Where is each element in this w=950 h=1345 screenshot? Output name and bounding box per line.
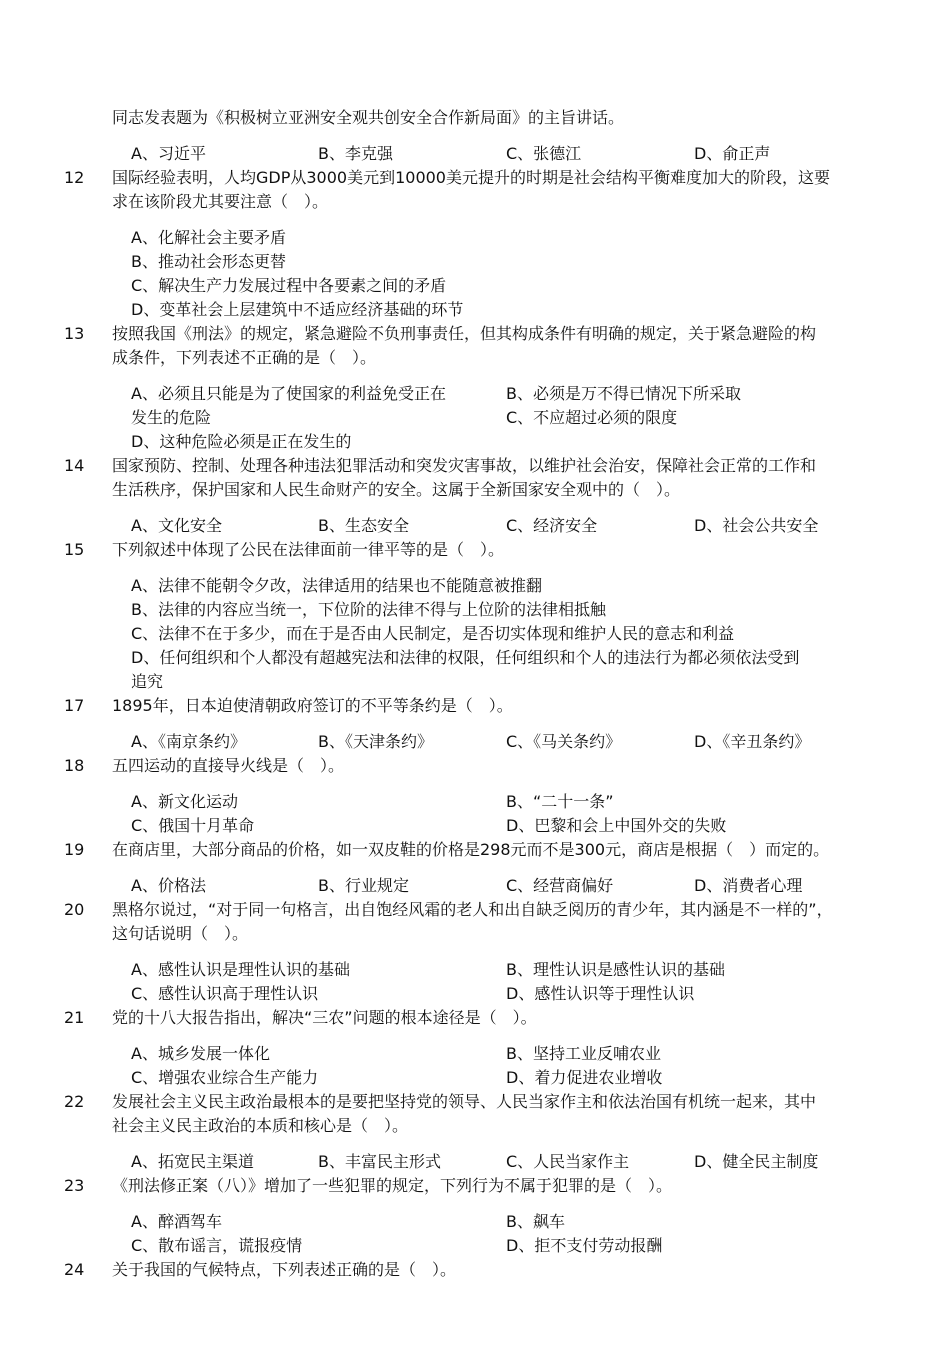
q11-option-b: B、李克强 [318, 144, 393, 163]
q13-option-a: A、必须且只能是为了使国家的利益免受正在 [131, 384, 446, 403]
q17-option-b: B、《天津条约》 [318, 732, 433, 751]
q18-option-b: B、“二十一条” [506, 792, 614, 811]
q23-option-d: D、拒不支付劳动报酬 [506, 1236, 663, 1255]
q15-option-c: C、法律不在于多少，而在于是否由人民制定，是否切实体现和维护人民的意志和利益 [131, 624, 735, 643]
q19-option-d: D、消费者心理 [694, 876, 803, 895]
q13-option-d: D、这种危险必须是正在发生的 [131, 432, 352, 451]
question-17-stem: 1895年，日本迫使清朝政府签订的不平等条约是（ ）。 [112, 696, 513, 715]
q15-option-b: B、法律的内容应当统一，下位阶的法律不得与上位阶的法律相抵触 [131, 600, 606, 619]
q18-option-a: A、新文化运动 [131, 792, 238, 811]
q20-option-a: A、感性认识是理性认识的基础 [131, 960, 350, 979]
q19-option-a: A、价格法 [131, 876, 206, 895]
question-22-stem-line1: 发展社会主义民主政治最根本的是要把坚持党的领导、人民当家作主和依法治国有机统一起来，其中 [112, 1092, 817, 1111]
q12-option-d: D、变革社会上层建筑中不适应经济基础的环节 [131, 300, 464, 319]
q22-option-b: B、丰富民主形式 [318, 1152, 441, 1171]
q23-option-c: C、散布谣言，谎报疫情 [131, 1236, 303, 1255]
q18-option-c: C、俄国十月革命 [131, 816, 255, 835]
question-12-stem-line2: 求在该阶段尤其要注意（ ）。 [112, 192, 329, 211]
q21-option-b: B、坚持工业反哺农业 [506, 1044, 661, 1063]
question-number: 17 [64, 696, 85, 715]
question-19-stem: 在商店里，大部分商品的价格，如一双皮鞋的价格是298元而不是300元，商店是根据（ ）而定的。 [112, 840, 830, 859]
question-14-stem-line2: 生活秩序，保护国家和人民生命财产的安全。这属于全新国家安全观中的（ ）。 [112, 480, 681, 499]
q22-option-c: C、人民当家作主 [506, 1152, 630, 1171]
question-number: 23 [64, 1176, 85, 1195]
question-20-stem-line1: 黑格尔说过，“对于同一句格言，出自饱经风霜的老人和出自缺乏阅历的青少年，其内涵是不一样的”， [112, 900, 833, 919]
q12-option-a: A、化解社会主要矛盾 [131, 228, 286, 247]
question-number: 24 [64, 1260, 85, 1279]
q11-option-a: A、习近平 [131, 144, 206, 163]
q22-option-a: A、拓宽民主渠道 [131, 1152, 254, 1171]
q21-option-c: C、增强农业综合生产能力 [131, 1068, 319, 1087]
question-20-stem-line2: 这句话说明（ ）。 [112, 924, 249, 943]
question-23-stem: 《刑法修正案（八）》增加了一些犯罪的规定，下列行为不属于犯罪的是（ ）。 [112, 1176, 673, 1195]
question-number: 14 [64, 456, 85, 475]
q15-option-a: A、法律不能朝令夕改，法律适用的结果也不能随意被推翻 [131, 576, 542, 595]
q19-option-c: C、经营商偏好 [506, 876, 614, 895]
q21-option-a: A、城乡发展一体化 [131, 1044, 270, 1063]
q12-option-b: B、推动社会形态更替 [131, 252, 286, 271]
q12-option-c: C、解决生产力发展过程中各要素之间的矛盾 [131, 276, 447, 295]
question-number: 15 [64, 540, 85, 559]
q20-option-d: D、感性认识等于理性认识 [506, 984, 695, 1003]
question-13-stem-line1: 按照我国《刑法》的规定，紧急避险不负刑事责任，但其构成条件有明确的规定，关于紧急避险的构 [112, 324, 817, 343]
q20-option-c: C、感性认识高于理性认识 [131, 984, 319, 1003]
question-number: 22 [64, 1092, 85, 1111]
question-12-stem-line1: 国际经验表明，人均GDP从3000美元到10000美元提升的时期是社会结构平衡难度加大的阶段，这要 [112, 168, 830, 187]
question-number: 21 [64, 1008, 85, 1027]
q13-option-c: C、不应超过必须的限度 [506, 408, 678, 427]
q11-option-c: C、张德江 [506, 144, 582, 163]
q11-option-d: D、俞正声 [694, 144, 771, 163]
question-number: 19 [64, 840, 85, 859]
question-number: 12 [64, 168, 85, 187]
question-14-stem-line1: 国家预防、控制、处理各种违法犯罪活动和突发灾害事故，以维护社会治安，保障社会正常的工作和 [112, 456, 817, 475]
question-21-stem: 党的十八大报告指出，解决“三农”问题的根本途径是（ ）。 [112, 1008, 537, 1027]
q14-option-d: D、社会公共安全 [694, 516, 819, 535]
q17-option-a: A、《南京条约》 [131, 732, 246, 751]
q14-option-c: C、经济安全 [506, 516, 598, 535]
q18-option-d: D、巴黎和会上中国外交的失败 [506, 816, 727, 835]
q17-option-d: D、《辛丑条约》 [694, 732, 811, 751]
q14-option-a: A、文化安全 [131, 516, 222, 535]
q19-option-b: B、行业规定 [318, 876, 409, 895]
question-24-stem: 关于我国的气候特点，下列表述正确的是（ ）。 [112, 1260, 457, 1279]
question-22-stem-line2: 社会主义民主政治的本质和核心是（ ）。 [112, 1116, 409, 1135]
q21-option-d: D、着力促进农业增收 [506, 1068, 663, 1087]
q15-option-d-cont: 追究 [131, 672, 164, 691]
q17-option-c: C、《马关条约》 [506, 732, 622, 751]
question-number: 13 [64, 324, 85, 343]
question-11-stem-end: 同志发表题为《积极树立亚洲安全观共创安全合作新局面》的主旨讲话。 [112, 108, 625, 127]
q15-option-d: D、任何组织和个人都没有超越宪法和法律的权限，任何组织和个人的违法行为都必须依法受到 [131, 648, 800, 667]
q23-option-b: B、飙车 [506, 1212, 565, 1231]
question-15-stem: 下列叙述中体现了公民在法律面前一律平等的是（ ）。 [112, 540, 505, 559]
question-number: 20 [64, 900, 85, 919]
q22-option-d: D、健全民主制度 [694, 1152, 819, 1171]
q20-option-b: B、理性认识是感性认识的基础 [506, 960, 725, 979]
q23-option-a: A、醉酒驾车 [131, 1212, 222, 1231]
question-13-stem-line2: 成条件，下列表述不正确的是（ ）。 [112, 348, 377, 367]
question-number: 18 [64, 756, 85, 775]
q13-option-a-cont: 发生的危险 [131, 408, 212, 427]
question-18-stem: 五四运动的直接导火线是（ ）。 [112, 756, 345, 775]
q13-option-b: B、必须是万不得已情况下所采取 [506, 384, 741, 403]
q14-option-b: B、生态安全 [318, 516, 409, 535]
